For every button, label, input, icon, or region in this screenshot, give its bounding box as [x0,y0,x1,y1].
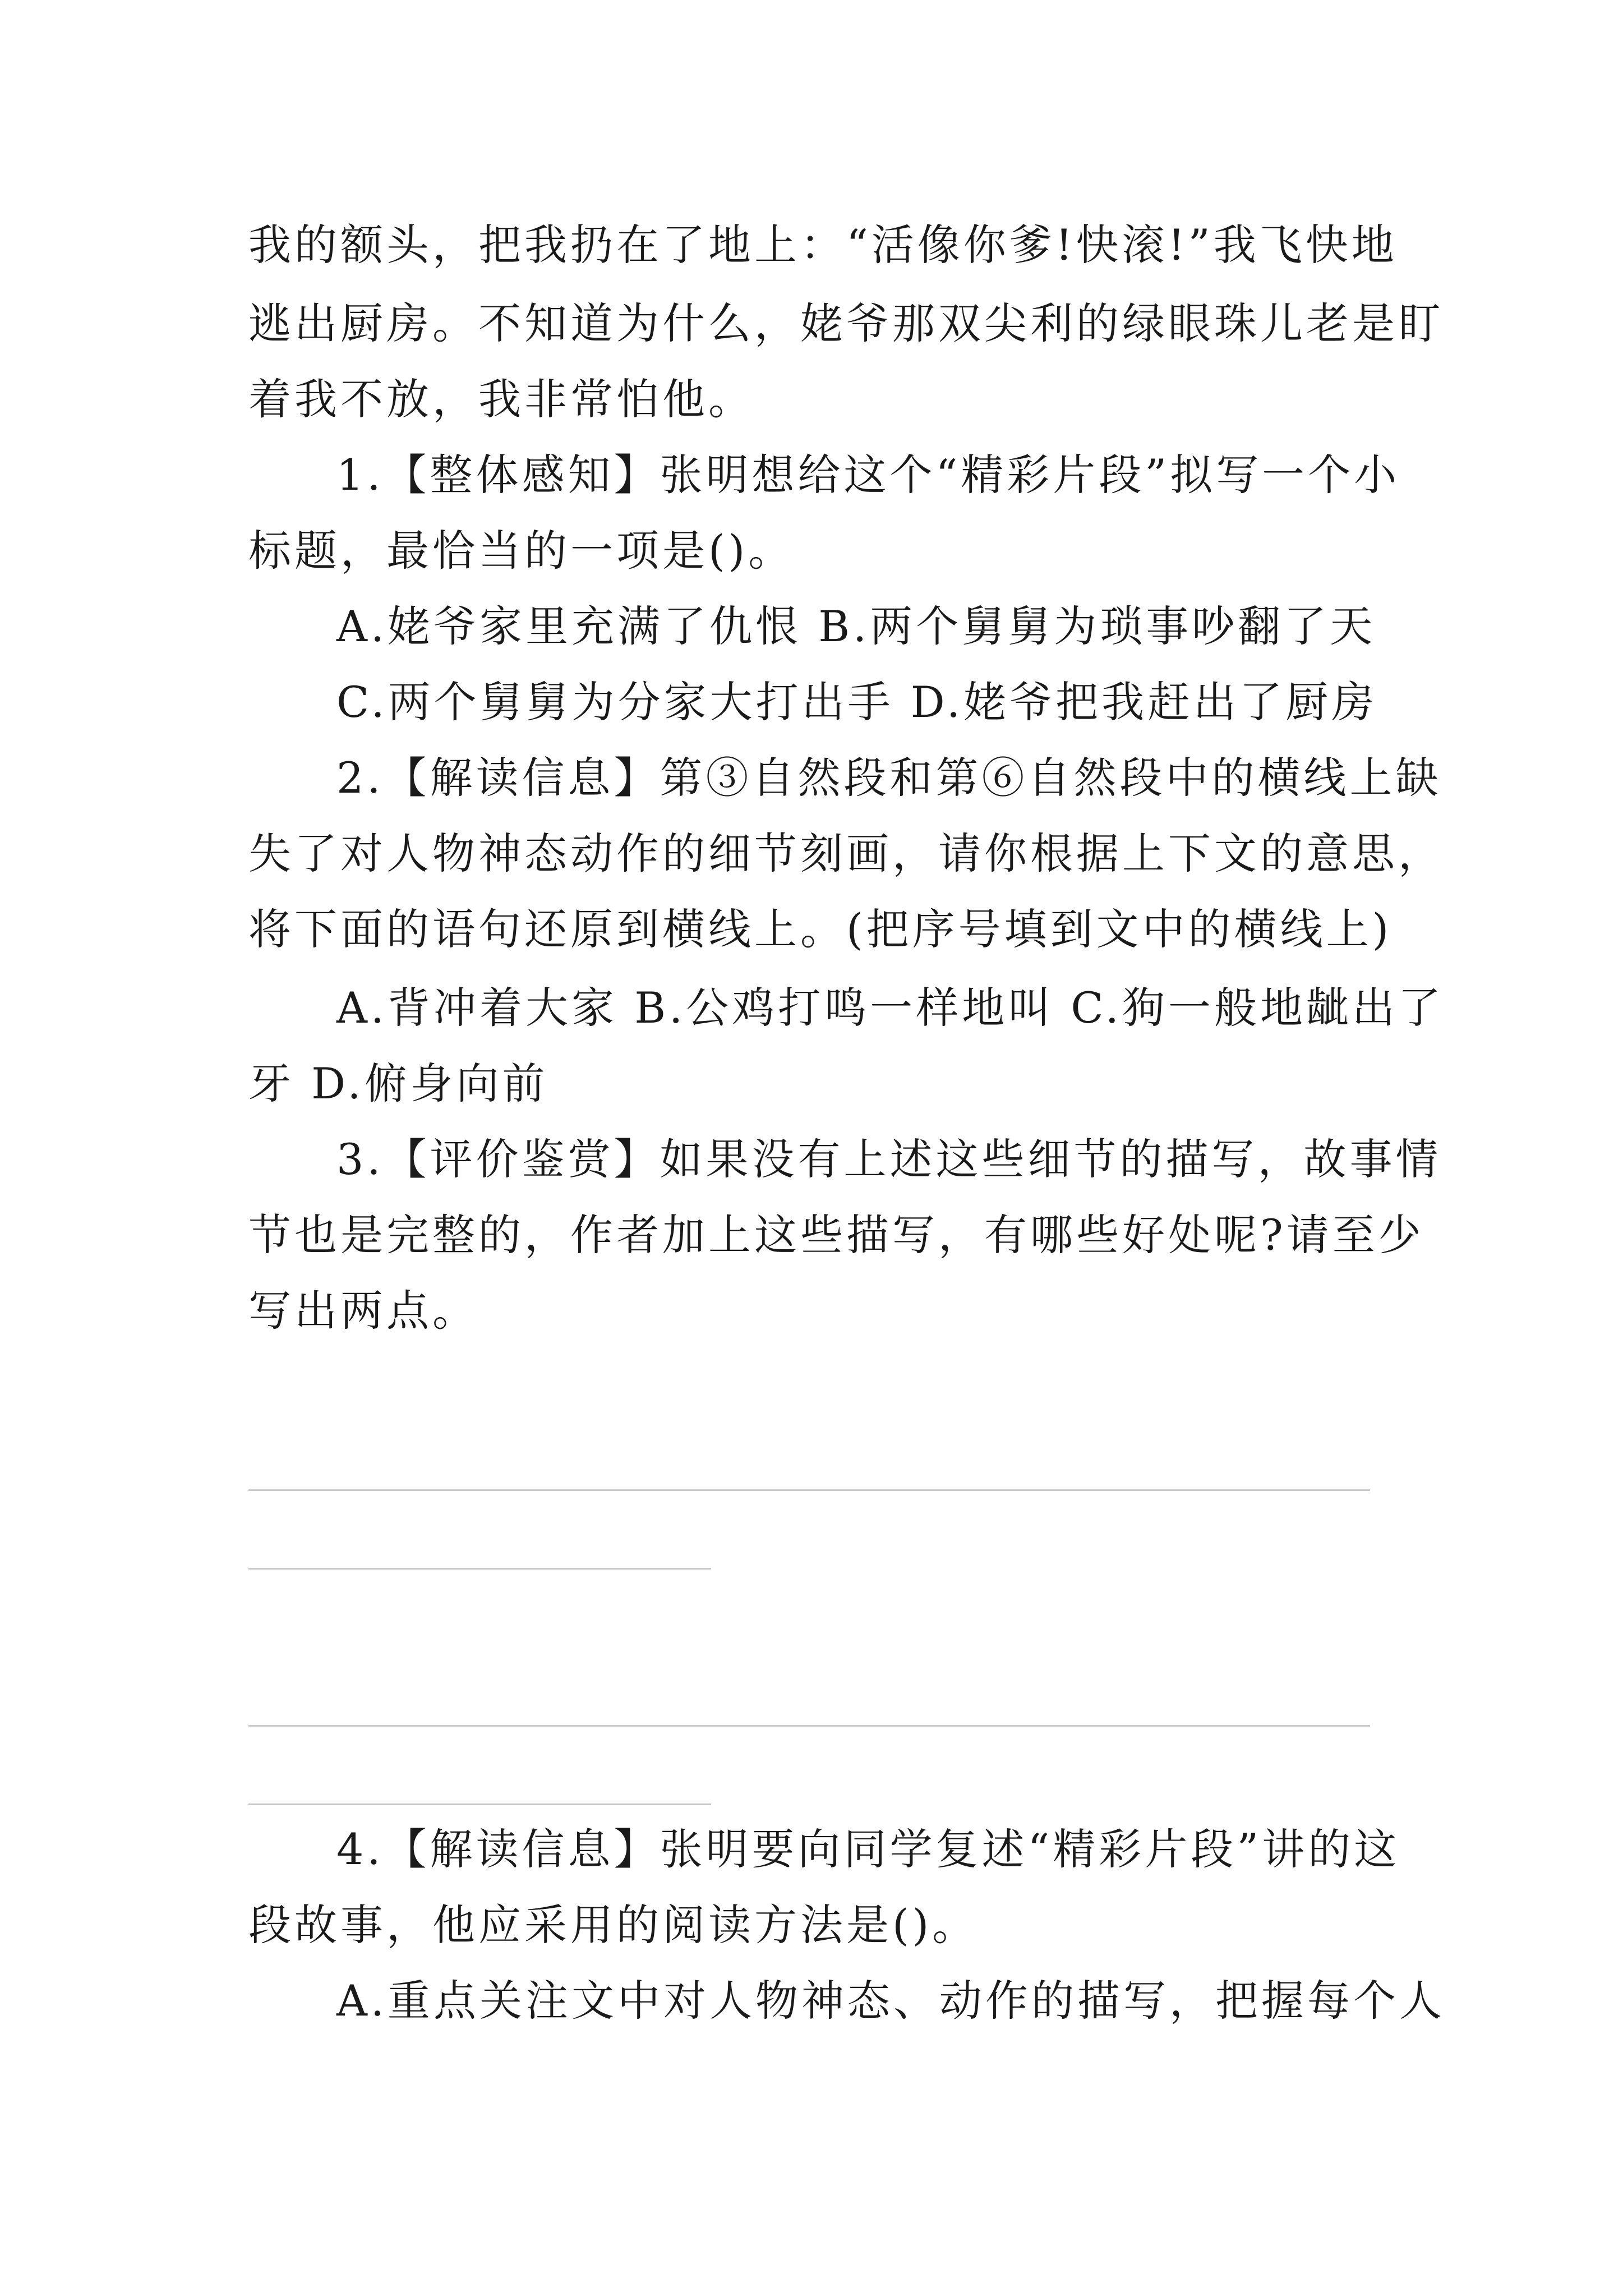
question-1-options-c-d: C.两个舅舅为分家大打出手 D.姥爷把我赶出了厨房 [336,677,1378,727]
question-2-line-1: 2.【解读信息】第③自然段和第⑥自然段中的横线上缺 [336,753,1442,803]
question-1-line-1: 1.【整体感知】张明想给这个“精彩片段”拟写一个小 [336,450,1400,500]
question-2-options-line-2: 牙 D.俯身向前 [248,1059,548,1108]
question-4-option-a: A.重点关注文中对人物神态、动作的描写，把握每个人 [336,1976,1446,2026]
question-3-line-3: 写出两点。 [248,1286,478,1336]
answer-blank-line-1 [248,1489,1370,1491]
question-3-line-2: 节也是完整的，作者加上这些描写，有哪些好处呢?请至少 [248,1210,1424,1260]
question-3-line-1: 3.【评价鉴赏】如果没有上述这些细节的描写，故事情 [336,1134,1442,1184]
question-1-line-2: 标题，最恰当的一项是()。 [248,526,795,576]
answer-blank-line-4 [248,1803,711,1805]
paragraph-line-1: 我的额头，把我扔在了地上：“活像你爹!快滚!”我飞快地 [248,220,1398,270]
question-1-options-a-b: A.姥爷家里充满了仇恨 B.两个舅舅为琐事吵翻了天 [336,601,1376,651]
question-4-line-1: 4.【解读信息】张明要向同学复述“精彩片段”讲的这 [336,1824,1400,1874]
question-4-line-2: 段故事，他应采用的阅读方法是()。 [248,1900,979,1950]
question-2-line-3: 将下面的语句还原到横线上。(把序号填到文中的横线上) [248,904,1393,954]
answer-blank-line-3 [248,1725,1370,1727]
question-2-options-line-1: A.背冲着大家 B.公鸡打鸣一样地叫 C.狗一般地龇出了 [336,983,1444,1033]
question-2-line-2: 失了对人物神态动作的细节刻画，请你根据上下文的意思， [248,829,1444,878]
paragraph-line-3: 着我不放，我非常怕他。 [248,374,754,424]
answer-blank-line-2 [248,1568,711,1570]
paragraph-line-2: 逃出厨房。不知道为什么，姥爷那双尖利的绿眼珠儿老是盯 [248,298,1444,348]
